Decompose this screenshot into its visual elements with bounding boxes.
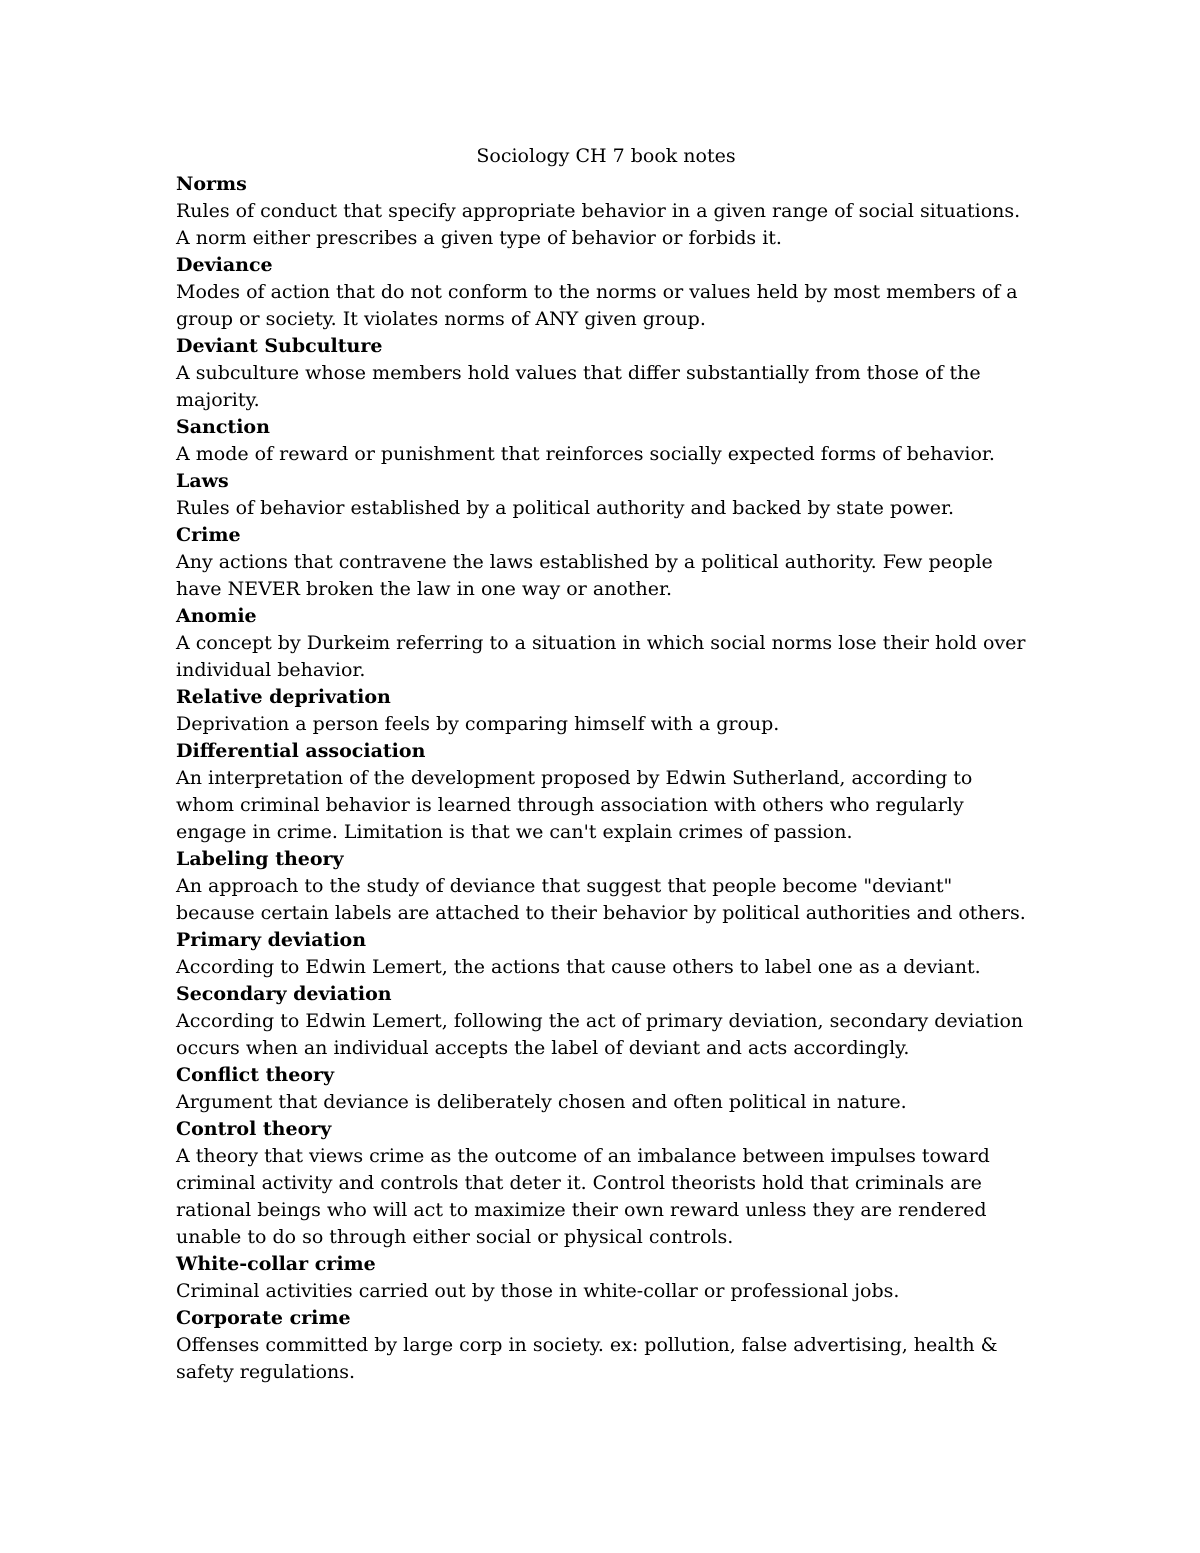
glossary-entry-deviant-subculture [176, 333, 1036, 414]
term-definition: Deprivation a person feels by comparing himself with a group. [176, 713, 780, 735]
term-definition: According to Edwin Lemert, the actions that cause others to label one as a deviant. [176, 956, 981, 978]
term-definition: A concept by Durkeim referring to a situation in which social norms lose their hold over individual behavior. [176, 632, 1026, 681]
glossary-entry-anomie [176, 603, 1036, 684]
term-definition: Modes of action that do not conform to the norms or values held by most members of a group or society. It violates norms of ANY given group. [176, 281, 1018, 330]
term-heading: Crime [176, 524, 241, 546]
term-heading: Corporate crime [176, 1307, 351, 1329]
term-heading: Primary deviation [176, 929, 367, 951]
term-heading: Laws [176, 470, 229, 492]
glossary-entry-corporate-crime [176, 1305, 1036, 1386]
term-heading: Secondary deviation [176, 983, 392, 1005]
term-definition: A subculture whose members hold values that differ substantially from those of the majority. [176, 362, 981, 411]
term-definition: A mode of reward or punishment that reinforces socially expected forms of behavior. [176, 443, 995, 465]
term-definition: Rules of conduct that specify appropriate behavior in a given range of social situations. A norm either prescribes a given type of behavior or forbids it. [176, 200, 1021, 249]
term-heading: Conflict theory [176, 1064, 335, 1086]
term-definition: Rules of behavior established by a political authority and backed by state power. [176, 497, 955, 519]
document-content [176, 141, 1036, 1386]
glossary-entry-primary-deviation [176, 927, 1036, 981]
term-heading: Labeling theory [176, 848, 344, 870]
term-definition: An approach to the study of deviance that suggest that people become "deviant" because certain labels are attached to their behavior by political authorities and others. [176, 875, 1026, 924]
glossary-entry-sanction [176, 414, 1036, 468]
term-heading: Relative deprivation [176, 686, 391, 708]
glossary-entry-deviance [176, 252, 1036, 333]
term-heading: Deviant Subculture [176, 335, 383, 357]
glossary-entry-secondary-deviation [176, 981, 1036, 1062]
document-title: Sociology CH 7 book notes [476, 145, 736, 167]
glossary-entry-conflict-theory [176, 1062, 1036, 1116]
term-heading: White-collar crime [176, 1253, 376, 1275]
glossary-entry-crime [176, 522, 1036, 603]
glossary-entry-labeling-theory [176, 846, 1036, 927]
term-definition: Offenses committed by large corp in society. ex: pollution, false advertising, health & safety regulations. [176, 1334, 998, 1383]
glossary-entry-differential-association [176, 738, 1036, 846]
term-definition: Criminal activities carried out by those in white-collar or professional jobs. [176, 1280, 900, 1302]
glossary-entry-relative-deprivation [176, 684, 1036, 738]
glossary-entry-white-collar-crime [176, 1251, 1036, 1305]
term-definition: An interpretation of the development proposed by Edwin Sutherland, according to whom criminal behavior is learned through association with others who regularly engage in crime. Limitation is that we can't explain crimes of passion. [176, 767, 973, 843]
glossary-entry-norms [176, 171, 1036, 252]
term-definition: Argument that deviance is deliberately chosen and often political in nature. [176, 1091, 907, 1113]
term-heading: Control theory [176, 1118, 332, 1140]
term-heading: Norms [176, 173, 247, 195]
term-heading: Sanction [176, 416, 270, 438]
term-heading: Anomie [176, 605, 257, 627]
term-heading: Differential association [176, 740, 426, 762]
glossary-entry-control-theory [176, 1116, 1036, 1251]
term-definition: Any actions that contravene the laws established by a political authority. Few people have NEVER broken the law in one way or another. [176, 551, 993, 600]
term-heading: Deviance [176, 254, 273, 276]
term-definition: A theory that views crime as the outcome of an imbalance between impulses toward criminal activity and controls that deter it. Control theorists hold that criminals are rational beings who will act to maximize their own reward unless they are rendered unable to do so through either social or physical controls. [176, 1145, 990, 1248]
glossary-entry-laws [176, 468, 1036, 522]
term-definition: According to Edwin Lemert, following the act of primary deviation, secondary deviation occurs when an individual accepts the label of deviant and acts accordingly. [176, 1010, 1024, 1059]
